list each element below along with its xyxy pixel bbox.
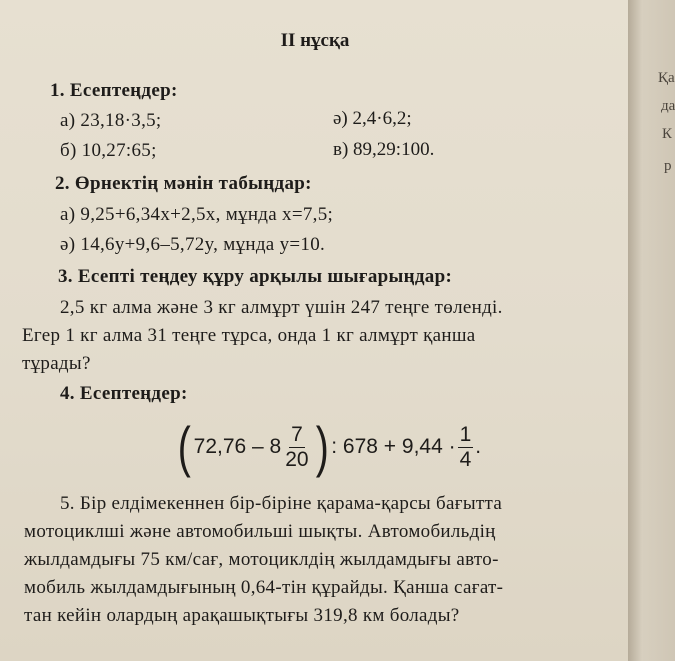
task-2-a: а) 9,25+6,34x+2,5x, мұнда x=7,5;	[60, 204, 334, 225]
task-1-heading: 1. Есептеңдер:	[50, 80, 178, 101]
left-paren: (	[177, 415, 191, 478]
task-2-ae: ә) 14,6y+9,6–5,72y, мұнда y=10.	[60, 234, 326, 255]
task-4-heading: 4. Есептеңдер:	[60, 383, 188, 404]
task-5-line-5: тан кейін олардың арақашықтығы 319,8 км болады?	[24, 605, 460, 626]
task-5-line-2: мотоциклші және автомобильші шықты. Автомобильдің	[24, 521, 496, 542]
right-paren: )	[315, 415, 329, 478]
formula-end: .	[475, 435, 482, 458]
variant-title: II нұсқа	[280, 30, 350, 51]
task-2-heading: 2. Өрнектің мәнін табыңдар:	[55, 173, 312, 194]
task-5-line-3: жылдамдығы 75 км/сағ, мотоциклдің жылдамдығы авто-	[24, 549, 499, 570]
fraction-denominator: 20	[285, 447, 309, 471]
task-3-line-2: Егер 1 кг алма 31 теңге тұрса, онда 1 кг алмұрт қанша	[22, 325, 476, 346]
task-4-formula	[175, 412, 481, 482]
formula-part-1: 72,76 – 8	[193, 435, 282, 458]
task-3-line-3: тұрады?	[22, 353, 91, 374]
task-5-line-1: 5. Бір елдімекеннен бір-біріне қарама-қарсы бағытта	[60, 493, 503, 514]
task-3-heading: 3. Есепті теңдеу құру арқылы шығарыңдар:	[58, 266, 453, 287]
edge-text: да	[661, 98, 675, 114]
task-3-line-1: 2,5 кг алма және 3 кг алмұрт үшін 247 теңге төленді.	[60, 297, 503, 318]
task-1-b: б) 10,27:65;	[60, 140, 157, 161]
edge-text: К	[662, 126, 673, 142]
fraction-7-20	[283, 423, 310, 470]
task-5-line-4: мобиль жылдамдығының 0,64-тін құрайды. Қанша сағат-	[24, 577, 504, 598]
fraction-numerator: 1	[459, 423, 472, 447]
task-1-ae: ә) 2,4·6,2;	[333, 108, 412, 129]
task-1-a: а) 23,18·3,5;	[60, 110, 162, 131]
fraction-denominator: 4	[459, 447, 472, 471]
adjacent-page-edge	[628, 0, 675, 661]
fraction-1-4	[458, 423, 474, 470]
formula-part-2: : 678 + 9,44 ·	[331, 435, 456, 458]
task-1-v: в) 89,29:100.	[333, 139, 435, 160]
edge-text: р	[664, 158, 672, 174]
edge-text: Қа	[658, 70, 675, 86]
fraction-numerator: 7	[291, 423, 303, 447]
